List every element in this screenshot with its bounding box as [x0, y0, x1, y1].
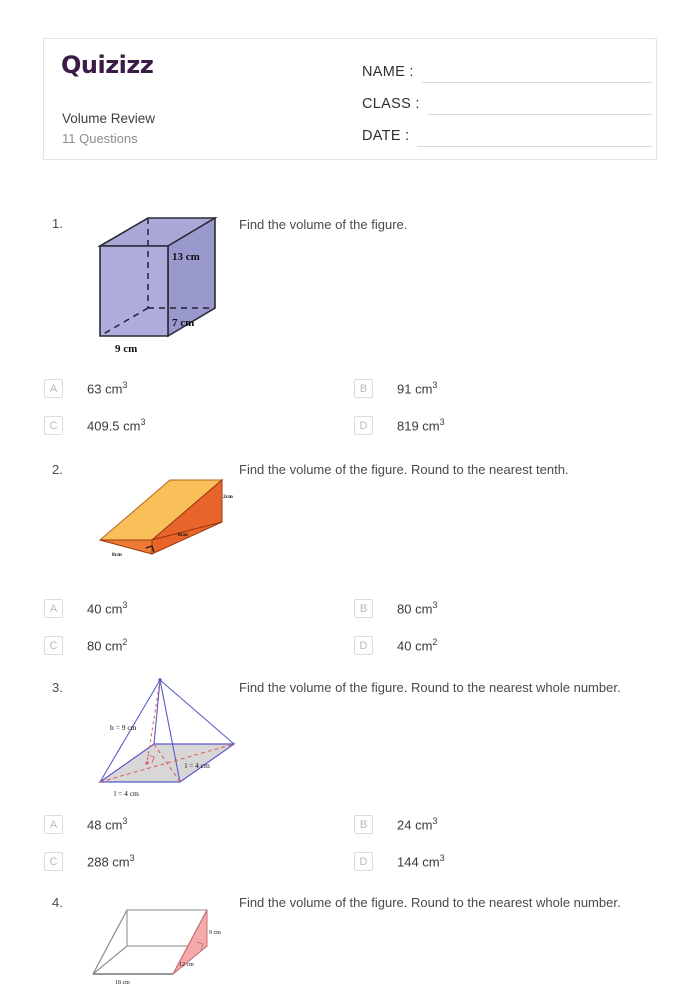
question-2-options: [44, 590, 664, 664]
option-b-letter: B: [354, 379, 373, 398]
option-b-text: 80 $cm^3$: [397, 600, 438, 617]
figure-4-label-slant: 12 cm: [179, 962, 194, 968]
option-row: [44, 590, 664, 627]
question-2-number: 2.: [52, 462, 63, 477]
figure-1-label-width: 9 cm: [115, 343, 138, 355]
option-d-text: 819 $cm^3$: [397, 417, 445, 434]
class-field-label: CLASS :: [362, 96, 420, 112]
name-field-row: [362, 53, 652, 83]
class-field-row: [362, 85, 652, 115]
class-field-input[interactable]: [428, 92, 652, 115]
option-a-text: 63 $cm^3$: [87, 380, 128, 397]
quiz-question-count: 11 Questions: [62, 131, 138, 146]
name-field-input[interactable]: [422, 60, 652, 83]
option-row: [44, 627, 664, 664]
figure-2-label-length: 8cm: [178, 532, 188, 538]
option-a-letter: A: [44, 379, 63, 398]
option-d[interactable]: [354, 627, 664, 664]
option-d-text: 144 $cm^3$: [397, 853, 445, 870]
option-c[interactable]: [44, 843, 354, 880]
option-c-letter: C: [44, 636, 63, 655]
option-row: [44, 843, 664, 880]
date-field-row: [362, 117, 652, 147]
figure-1-label-depth: 7 cm: [172, 317, 195, 329]
figure-3-label-base: l = 4 cm: [114, 789, 139, 798]
figure-4-label-height: 9 cm: [209, 930, 221, 936]
figure-3-label-side: l = 4 cm: [185, 761, 210, 770]
figure-2-label-height: 2cm: [223, 494, 233, 500]
option-d-letter: D: [354, 416, 373, 435]
question-2-figure: [82, 462, 242, 567]
question-3-prompt: Find the volume of the figure. Round to the nearest whole number.: [239, 680, 621, 695]
option-c-text: 288 $cm^3$: [87, 853, 135, 870]
date-field-label: DATE :: [362, 128, 410, 144]
option-a-text: 40 $cm^3$: [87, 600, 128, 617]
option-a-text: 48 $cm^3$: [87, 816, 128, 833]
option-row: [44, 806, 664, 843]
figure-2-label-base: 8cm: [112, 552, 122, 558]
option-row: [44, 407, 664, 444]
worksheet-header-card: [43, 38, 657, 160]
student-info-fields: [362, 53, 652, 149]
option-d[interactable]: [354, 843, 664, 880]
option-a-letter: A: [44, 599, 63, 618]
question-4-prompt: Find the volume of the figure. Round to the nearest whole number.: [239, 895, 621, 910]
option-b-letter: B: [354, 599, 373, 618]
quiz-title: Volume Review: [62, 111, 156, 126]
name-field-label: NAME :: [362, 64, 414, 80]
question-3-options: [44, 806, 664, 880]
option-a-letter: A: [44, 815, 63, 834]
option-d-letter: D: [354, 852, 373, 871]
option-c[interactable]: [44, 407, 354, 444]
question-3-number: 3.: [52, 680, 63, 695]
option-c[interactable]: [44, 627, 354, 664]
option-b-text: 24 $cm^3$: [397, 816, 438, 833]
figure-1-label-height: 13 cm: [172, 251, 200, 263]
question-4-figure: [85, 898, 245, 995]
option-d-text: 40 $cm^2$: [397, 637, 438, 654]
option-b[interactable]: [354, 370, 664, 407]
figure-4-label-base: 18 cm: [115, 980, 130, 986]
option-b[interactable]: [354, 590, 664, 627]
option-c-letter: C: [44, 852, 63, 871]
date-field-input[interactable]: [417, 124, 652, 147]
option-c-text: 80 $cm^2$: [87, 637, 128, 654]
option-a[interactable]: [44, 370, 354, 407]
figure-3-label-height: h = 9 cm: [110, 723, 137, 732]
question-1-options: [44, 370, 664, 444]
question-3-figure: [82, 672, 247, 805]
option-b-text: 91 $cm^3$: [397, 380, 438, 397]
option-row: [44, 370, 664, 407]
option-b-letter: B: [354, 815, 373, 834]
option-a[interactable]: [44, 590, 354, 627]
option-c-letter: C: [44, 416, 63, 435]
question-1-number: 1.: [52, 216, 63, 231]
question-1-prompt: Find the volume of the figure.: [239, 217, 408, 232]
option-d-letter: D: [354, 636, 373, 655]
question-4-number: 4.: [52, 895, 63, 910]
question-1-figure: [90, 208, 240, 361]
option-c-text: 409.5 $cm^3$: [87, 417, 146, 434]
option-a[interactable]: [44, 806, 354, 843]
question-2-prompt: Find the volume of the figure. Round to the nearest tenth.: [239, 462, 569, 477]
quizizz-logo: Quizizz: [61, 51, 154, 79]
option-b[interactable]: [354, 806, 664, 843]
option-d[interactable]: [354, 407, 664, 444]
